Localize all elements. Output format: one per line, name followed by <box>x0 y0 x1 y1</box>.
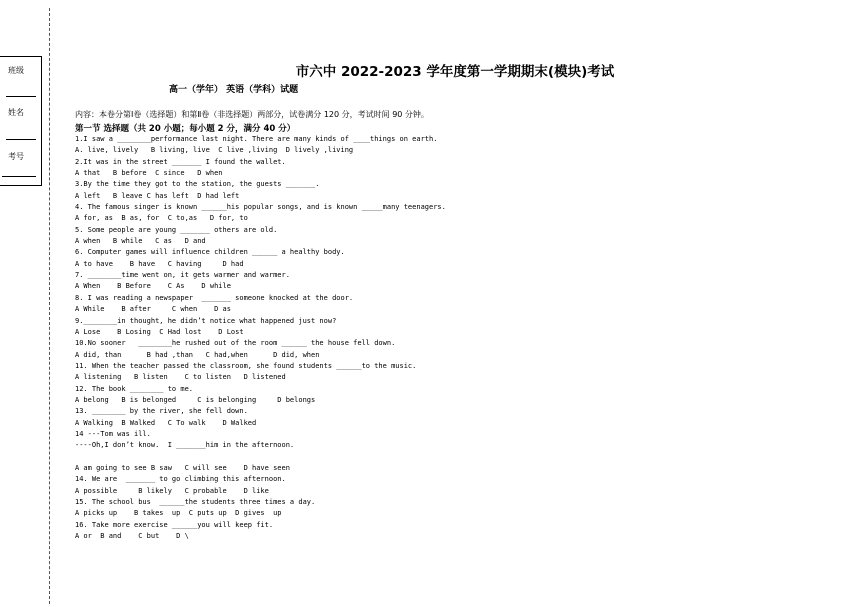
question-line: A left B leave C has left D had left <box>75 191 240 200</box>
question-line: 16. Take more exercise ______you will keep fit. <box>75 520 274 529</box>
question-line: 10.No sooner ________he rushed out of the room ______ the house fell down. <box>75 339 396 348</box>
question-line: 12. The book ________ to me. <box>75 384 194 393</box>
question-line: 11. When the teacher passed the classroom, she found students ______to the music. <box>75 361 417 370</box>
name-underline <box>6 139 36 140</box>
question-line: A when B while C as D and <box>75 237 206 246</box>
question-line: A to have B have C having D had <box>75 259 244 268</box>
question-line: A am going to see B saw C will see D have seen <box>75 463 290 472</box>
question-line: A belong B is belonged C is belonging D belongs <box>75 395 316 404</box>
question-line: A When B Before C As D while <box>75 282 231 291</box>
question-line: 4. The famous singer is known ______his popular songs, and is known _____many teenagers. <box>75 203 446 212</box>
question-line: 9.________in thought, he didn’t notice what happened just now? <box>75 316 337 325</box>
question-line: A. live, lively B living, live C live ,living D lively ,living <box>75 146 354 155</box>
question-line: 15. The school bus ______the students three times a day. <box>75 498 316 506</box>
question-line: 14 ---Tom was ill. <box>75 429 151 438</box>
section-title: 第一节 选择题（共 20 小题；每小题 2 分，满分 40 分） <box>75 124 296 134</box>
question-line: 14. We are _______ to go climbing this afternoon. <box>75 475 286 484</box>
question-line: A Lose B Losing C Had lost D Lost <box>75 327 244 336</box>
question-line: 6. Computer games will influence children ______ a healthy body. <box>75 248 345 257</box>
question-list <box>75 134 446 542</box>
question-line: A picks up B takes up C puts up D gives up <box>75 509 282 518</box>
question-line: 8. I was reading a newspaper _______ someone knocked at the door. <box>75 293 354 302</box>
question-line: 2.It was in the street _______ I found the wallet. <box>75 157 286 166</box>
binding-dashed-line <box>49 8 50 604</box>
question-line: 1.I saw a ________performance last night. There are many kinds of ____things on earth. <box>75 135 438 143</box>
question-line <box>75 452 446 463</box>
question-line: 13. ________ by the river, she fell down. <box>75 407 248 416</box>
exam-id-underline <box>2 176 36 177</box>
question-line: 5. Some people are young _______ others are old. <box>75 225 278 234</box>
question-line: ----Oh,I don’t know. I _______him in the afternoon. <box>75 441 295 450</box>
question-line: 3.By the time they got to the station, the guests _______. <box>75 180 320 189</box>
exam-id-label: 考号 <box>8 152 24 161</box>
exam-subtitle: 高一（学年） 英语（学科）试题 <box>169 85 299 95</box>
name-label: 姓名 <box>8 108 24 117</box>
class-underline <box>6 96 36 97</box>
question-line: A Walking B Walked C To walk D Walked <box>75 418 257 427</box>
question-line: A did, than B had ,than C had,when D did, when <box>75 350 320 359</box>
question-line: A While B after C when D as <box>75 305 231 314</box>
question-line: A or B and C but D \ <box>75 532 189 541</box>
class-label: 班级 <box>8 66 24 75</box>
exam-title: 市六中 2022-2023 学年度第一学期期末(模块)考试 <box>295 64 615 80</box>
question-line: A that B before C since D when <box>75 169 223 178</box>
question-line: A for, as B as, for C to,as D for, to <box>75 214 248 223</box>
question-line: 7. ________time went on, it gets warmer and warmer. <box>75 271 290 280</box>
exam-intro: 内容：本卷分第Ⅰ卷（选择题）和第Ⅱ卷（非选择题）两部分，试卷满分 120 分，考试时间 90 分钟。 <box>75 110 429 119</box>
question-line: A listening B listen C to listen D listened <box>75 373 286 382</box>
question-line: A possible B likely C probable D like <box>75 486 269 495</box>
